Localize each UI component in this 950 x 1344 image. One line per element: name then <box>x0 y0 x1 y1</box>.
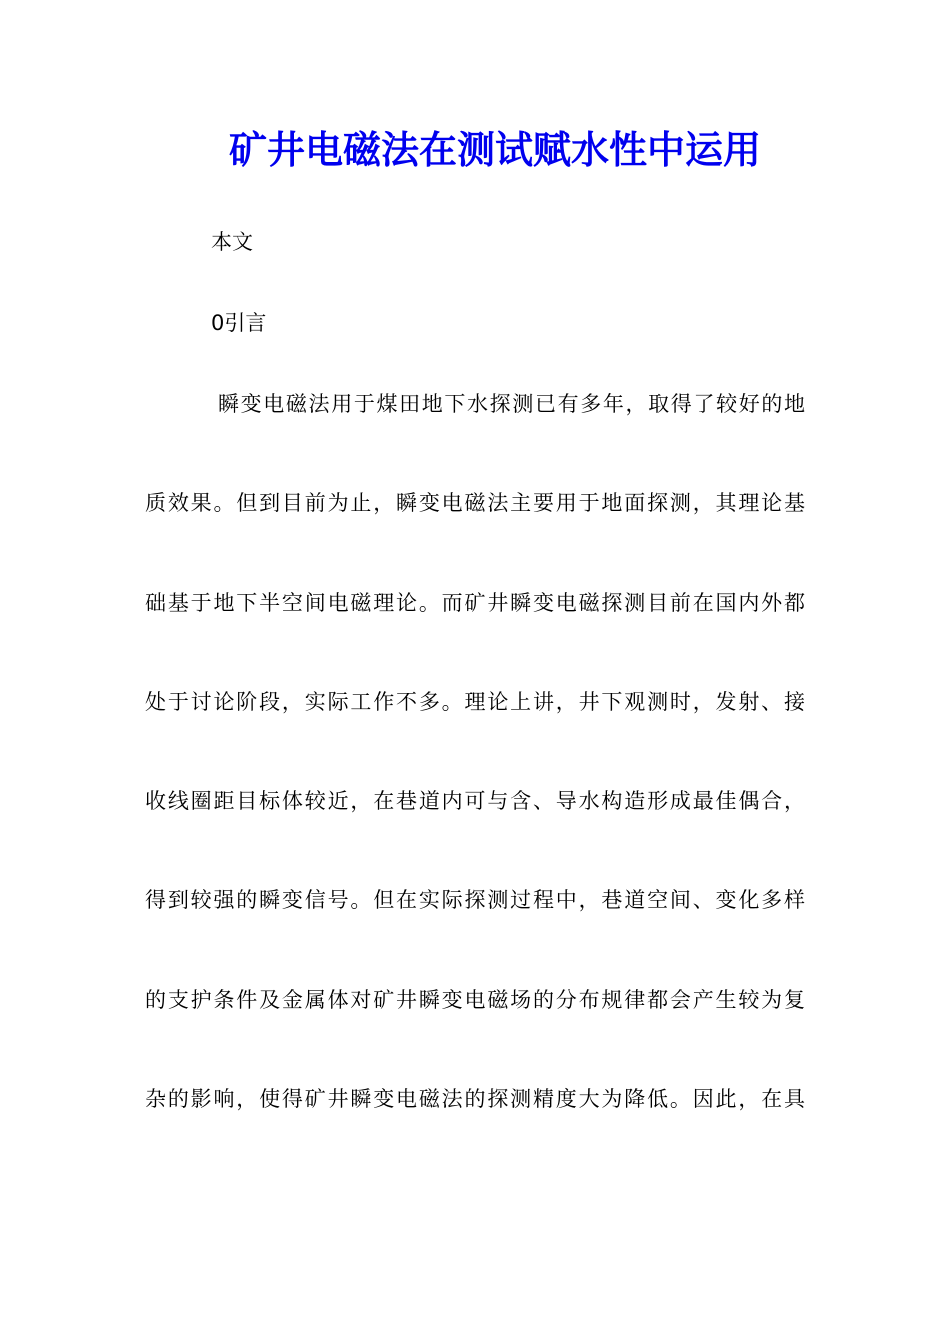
paragraph-line: 杂的影响，使得矿井瞬变电磁法的探测精度大为降低。因此，在具 <box>145 1087 805 1111</box>
paragraph-line: 处于讨论阶段，实际工作不多。理论上讲，井下观测时，发射、接 <box>145 690 805 714</box>
document-title: 矿井电磁法在测试赋水性中运用 <box>228 127 761 172</box>
paragraph-line: 的支护条件及金属体对矿井瞬变电磁场的分布规律都会产生较为复 <box>145 988 805 1012</box>
section-heading: 0引言 <box>211 311 267 335</box>
paragraph-line: 础基于地下半空间电磁理论。而矿井瞬变电磁探测目前在国内外都 <box>145 591 805 615</box>
document-subtitle: 本文 <box>211 230 253 254</box>
paragraph-line: 得到较强的瞬变信号。但在实际探测过程中，巷道空间、变化多样 <box>145 888 805 912</box>
paragraph-line: 收线圈距目标体较近，在巷道内可与含、导水构造形成最佳偶合， <box>145 789 805 813</box>
paragraph-line: 质效果。但到目前为止，瞬变电磁法主要用于地面探测，其理论基 <box>145 491 805 515</box>
paragraph-line: 瞬变电磁法用于煤田地下水探测已有多年，取得了较好的地 <box>218 392 805 416</box>
